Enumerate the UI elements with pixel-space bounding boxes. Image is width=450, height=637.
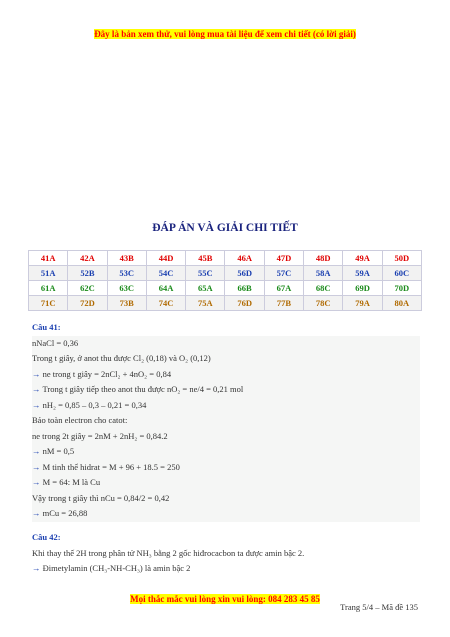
answer-cell: 59A: [343, 266, 382, 281]
preview-banner-text: Đây là bản xem thử, vui lòng mua tài liệu để xem chi tiết (có lời giải): [94, 29, 356, 39]
answer-cell: 65A: [186, 281, 225, 296]
answer-cell: 70D: [382, 281, 421, 296]
answer-cell: 61A: [29, 281, 68, 296]
answer-cell: 54C: [146, 266, 185, 281]
solution-line: ne trong 2t giây = 2nM + 2nH₂ = 0,84.2: [32, 429, 420, 445]
answer-cell: 66B: [225, 281, 264, 296]
solution-line: → M = 64: M là Cu: [32, 475, 420, 491]
answer-cell: 72D: [68, 296, 107, 311]
arrow-icon: →: [32, 446, 41, 456]
question-41: [32, 320, 420, 522]
arrow-icon: →: [32, 368, 41, 379]
answer-cell: 44D: [146, 251, 185, 266]
arrow-icon: →: [32, 384, 41, 394]
arrow-icon: →: [32, 461, 41, 472]
answer-cell: 74C: [146, 296, 185, 311]
answer-table: [28, 250, 422, 311]
answer-cell: 57C: [264, 266, 303, 281]
solution-line: Bảo toàn electron cho catot:: [32, 413, 420, 429]
solution-line: → M tinh thể hidrat = M + 96 + 18.5 = 250: [32, 460, 420, 476]
answer-row: [29, 251, 422, 266]
answer-cell: 78C: [304, 296, 343, 311]
answer-cell: 42A: [68, 251, 107, 266]
answer-cell: 53C: [107, 266, 146, 281]
answer-row: [29, 266, 422, 281]
answer-cell: 62C: [68, 281, 107, 296]
answer-cell: 49A: [343, 251, 382, 266]
answer-cell: 51A: [29, 266, 68, 281]
answer-cell: 68C: [304, 281, 343, 296]
answer-cell: 75A: [186, 296, 225, 311]
answer-cell: 50D: [382, 251, 421, 266]
solution-line: nNaCl = 0,36: [32, 336, 420, 352]
answer-cell: 64A: [146, 281, 185, 296]
answer-cell: 80A: [382, 296, 421, 311]
answer-cell: 71C: [29, 296, 68, 311]
solution-line: → nH₂ = 0,85 – 0,3 – 0,21 = 0,34: [32, 398, 420, 414]
solution-line: → Đimetylamin (CH₃-NH-CH₃) là amin bậc 2: [32, 563, 191, 573]
answer-cell: 79A: [343, 296, 382, 311]
answer-cell: 48D: [304, 251, 343, 266]
answer-cell: 46A: [225, 251, 264, 266]
answer-cell: 43B: [107, 251, 146, 266]
page-title: ĐÁP ÁN VÀ GIẢI CHI TIẾT: [152, 222, 298, 234]
question-42-heading: Câu 42:: [32, 532, 61, 542]
answer-cell: 69D: [343, 281, 382, 296]
solution-line: Vậy trong t giây thì nCu = 0,84/2 = 0,42: [32, 491, 420, 507]
answer-cell: 58A: [304, 266, 343, 281]
contact-footer-text: Mọi thắc mắc vui lòng xin vui lòng: 084 283 45 85: [130, 594, 320, 604]
preview-banner: [0, 24, 450, 42]
answer-row: [29, 296, 422, 311]
arrow-icon: →: [32, 399, 41, 410]
solution-line: → mCu = 26,88: [32, 506, 420, 522]
answer-cell: 41A: [29, 251, 68, 266]
solution-line: Khi thay thế 2H trong phân tử NH₃ bằng 2 gốc hiđrocacbon ta được amin bậc 2.: [32, 547, 305, 558]
solution-line: → nM = 0,5: [32, 444, 420, 460]
arrow-icon: →: [32, 563, 41, 573]
arrow-icon: →: [32, 508, 41, 518]
answer-cell: 77B: [264, 296, 303, 311]
answer-cell: 56D: [225, 266, 264, 281]
solution-line: Trong t giây, ở anot thu được Cl₂ (0,18) và O₂ (0,12): [32, 351, 420, 367]
answer-cell: 73B: [107, 296, 146, 311]
page-number: Trang 5/4 – Mã đề 135: [340, 602, 418, 612]
answer-cell: 63C: [107, 281, 146, 296]
answer-cell: 55C: [186, 266, 225, 281]
arrow-icon: →: [32, 477, 41, 487]
answer-row: [29, 281, 422, 296]
solution-line: → ne trong t giây = 2nCl₂ + 4nO₂ = 0,84: [32, 367, 420, 383]
question-41-heading: Câu 41:: [32, 322, 61, 332]
answer-cell: 76D: [225, 296, 264, 311]
answer-cell: 67A: [264, 281, 303, 296]
question-42: [32, 530, 420, 577]
solution-line: → Trong t giây tiếp theo anot thu được nO₂ = ne/4 = 0,21 mol: [32, 382, 420, 398]
answer-cell: 60C: [382, 266, 421, 281]
answer-cell: 52B: [68, 266, 107, 281]
answer-cell: 45B: [186, 251, 225, 266]
answer-cell: 47D: [264, 251, 303, 266]
